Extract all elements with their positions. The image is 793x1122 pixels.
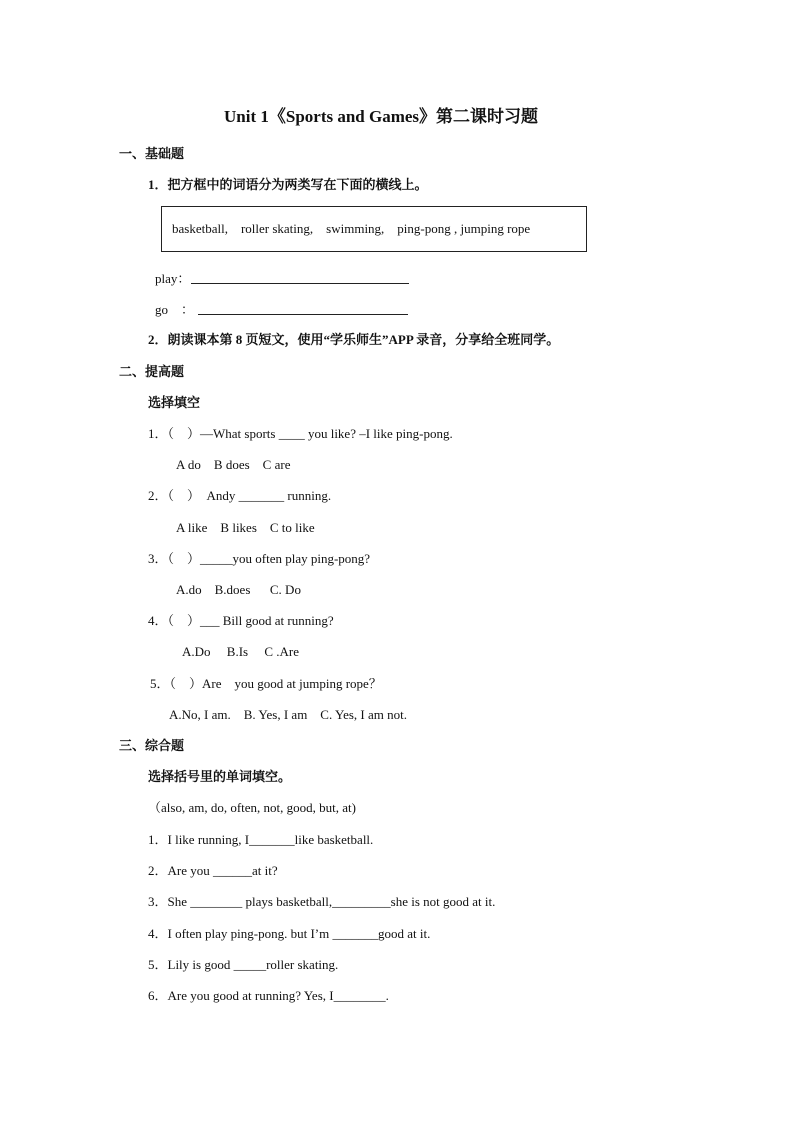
mc-question-3: 3．（ ）_____you often play ping-pong? bbox=[148, 551, 371, 566]
mc-options-5: A.No, I am. B. Yes, I am C. Yes, I am not. bbox=[169, 707, 407, 722]
mc-question-2: 2．（ ） Andy _______ running. bbox=[148, 488, 332, 503]
fill-item-2: 2．Are you ______at it? bbox=[148, 863, 278, 878]
fill-item-3: 3．She ________ plays basketball,_________she is not good at it. bbox=[148, 894, 496, 909]
question-1-instruction: 1．把方框中的词语分为两类写在下面的横线上。 bbox=[148, 177, 428, 192]
mc-question-4: 4．（ ）___ Bill good at running? bbox=[148, 613, 334, 628]
section-heading-advanced: 二、提高题 bbox=[119, 364, 185, 379]
mc-question-5: 5．（ ）Are you good at jumping rope？ bbox=[150, 676, 382, 691]
page-title: Unit 1《Sports and Games》第二课时习题 bbox=[224, 107, 539, 126]
section-heading-comprehensive: 三、综合题 bbox=[119, 738, 185, 753]
word-choices: （also, am, do, often, not, good, but, at) bbox=[148, 800, 356, 815]
go-answer-line[interactable] bbox=[198, 302, 408, 315]
fill-in-subheading: 选择括号里的单词填空。 bbox=[148, 769, 292, 784]
mc-options-1: A do B does C are bbox=[176, 457, 291, 472]
mc-options-3: A.do B.does C. Do bbox=[176, 582, 301, 597]
fill-item-4: 4．I often play ping-pong. but I’m _______good at it. bbox=[148, 926, 431, 941]
word-box bbox=[161, 206, 587, 252]
mc-options-2: A like B likes C to like bbox=[176, 520, 315, 535]
question-2-instruction: 2．朗读课本第 8 页短文，使用“学乐师生”APP 录音，分享给全班同学。 bbox=[148, 332, 560, 347]
play-answer-line[interactable] bbox=[191, 271, 409, 284]
mc-options-4: A.Do B.Is C .Are bbox=[182, 644, 299, 659]
go-label: go ： bbox=[155, 302, 195, 317]
multiple-choice-subheading: 选择填空 bbox=[148, 395, 201, 410]
fill-item-5: 5．Lily is good _____roller skating. bbox=[148, 957, 339, 972]
fill-item-6: 6．Are you good at running? Yes, I________. bbox=[148, 988, 389, 1003]
mc-question-1: 1．（ ）—What sports ____ you like? –I like ping-pong. bbox=[148, 426, 453, 441]
play-label: play： bbox=[155, 271, 191, 286]
fill-item-1: 1．I like running, I_______like basketball. bbox=[148, 832, 374, 847]
word-box-text: basketball, roller skating, swimming, ping-pong , jumping rope bbox=[172, 221, 531, 236]
section-heading-basic: 一、基础题 bbox=[119, 146, 185, 161]
